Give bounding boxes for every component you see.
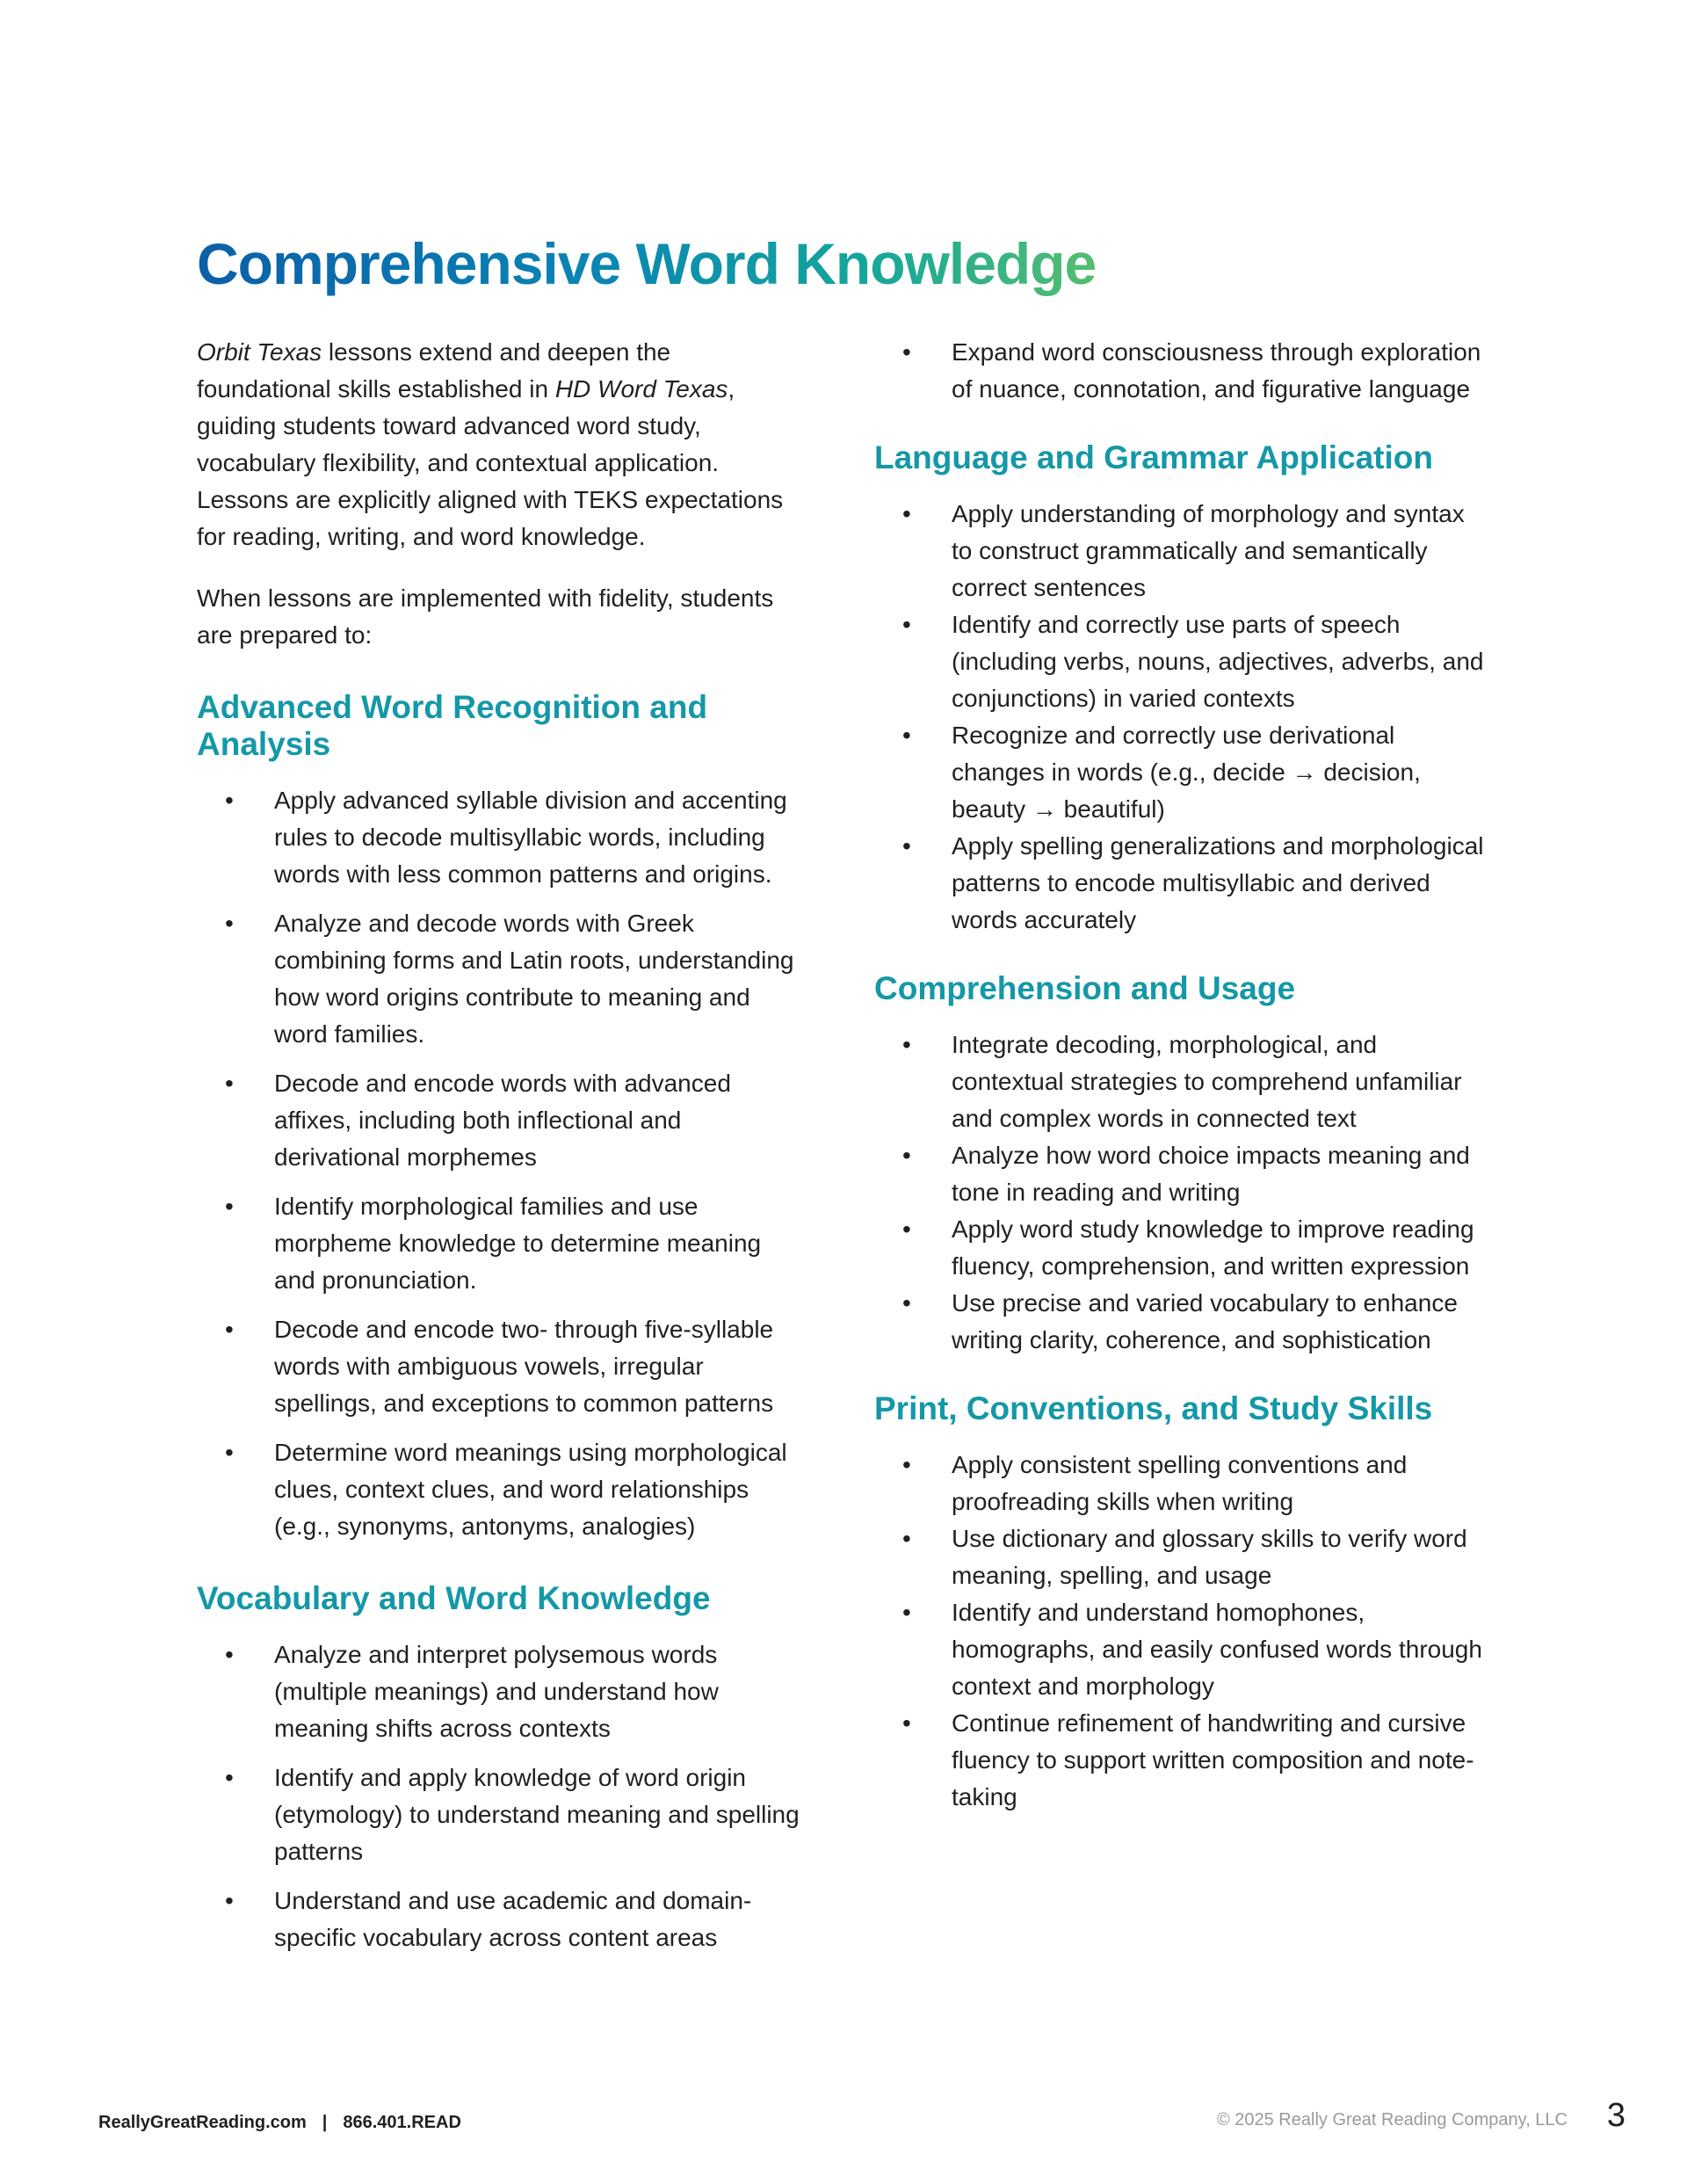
list-item-text: Decode and encode two- through five-syllable words with ambiguous vowels, irregular spellings, and exceptions to common patterns [274, 1316, 774, 1417]
right-column [874, 334, 1489, 1816]
bullet-glyph: • [902, 1289, 911, 1317]
bullet-glyph: • [902, 1709, 911, 1737]
list-item [874, 1285, 1489, 1359]
list-item-text: Apply understanding of morphology and syntax to construct grammatically and semantically correct sentences [952, 500, 1465, 601]
list-print-conventions [874, 1447, 1489, 1816]
list-item-text: Identify and understand homophones, homographs, and easily confused words through context and morphology [952, 1599, 1482, 1700]
list-item-text: Identify and correctly use parts of speech (including verbs, nouns, adjectives, adverbs, and conjunctions) in varied contexts [952, 611, 1484, 712]
footer-copyright: © 2025 Really Great Reading Company, LLC [1216, 2110, 1568, 2130]
bullet-glyph: • [902, 832, 911, 860]
bullet-glyph: • [902, 1599, 911, 1626]
bullet-glyph: • [902, 611, 911, 638]
bullet-glyph: • [225, 1193, 234, 1220]
intro-text-a: lessons extend and deepen the foundational skills established in [197, 338, 671, 403]
list-item-text: Decode and encode words with advanced affixes, including both inflectional and derivational morphemes [274, 1070, 731, 1171]
list-item [197, 1636, 808, 1747]
bullet-glyph: • [902, 338, 911, 366]
footer-contact [98, 2113, 461, 2133]
page-title: Comprehensive Word Knowledge [197, 231, 1097, 296]
intro-text-b: , guiding students toward advanced word study, vocabulary flexibility, and contextual application. Lessons are explicitly aligned with TEKS expectations for reading, writing, and word knowledge. [197, 375, 784, 550]
bullet-glyph: • [225, 1764, 234, 1791]
list-item [197, 1883, 808, 1956]
footer-phone: 866.401.READ [343, 2113, 461, 2132]
list-item [874, 717, 1489, 828]
list-item-text: Analyze how word choice impacts meaning and tone in reading and writing [952, 1142, 1470, 1206]
list-item [874, 1211, 1489, 1285]
list-item-text: Use precise and varied vocabulary to enhance writing clarity, coherence, and sophistication [952, 1289, 1458, 1353]
list-item [197, 1065, 808, 1176]
bullet-glyph: • [902, 1525, 911, 1552]
heading-advanced-word-recognition: Advanced Word Recognition and Analysis [197, 689, 708, 762]
heading-comprehension-usage: Comprehension and Usage [874, 970, 1296, 1006]
bullet-glyph: • [225, 1641, 234, 1668]
list-item-text: Apply word study knowledge to improve reading fluency, comprehension, and written expression [952, 1215, 1474, 1280]
list-item [197, 782, 808, 893]
list-item [874, 1594, 1489, 1705]
bullet-glyph: • [902, 1031, 911, 1058]
bullet-glyph: • [225, 1070, 234, 1097]
list-vocabulary-continued [874, 334, 1489, 408]
list-item [874, 334, 1489, 408]
intro-paragraph [197, 334, 808, 555]
heading-print-conventions: Print, Conventions, and Study Skills [874, 1390, 1433, 1426]
list-item-text: Understand and use academic and domain-specific vocabulary across content areas [274, 1887, 752, 1951]
list-vocabulary [197, 1636, 808, 1956]
list-item [874, 828, 1489, 939]
list-item-text: Apply consistent spelling conventions and proofreading skills when writing [952, 1451, 1408, 1515]
heading-language-grammar: Language and Grammar Application [874, 439, 1433, 475]
list-item [197, 1434, 808, 1545]
list-item [874, 496, 1489, 606]
page-number: 3 [1606, 2097, 1625, 2134]
list-item-text: Recognize and correctly use derivational changes in words (e.g., decide → decision, beauty → beautiful) [952, 722, 1421, 823]
list-item [874, 606, 1489, 717]
list-item-text: Expand word consciousness through exploration of nuance, connotation, and figurative language [952, 338, 1481, 403]
intro-italic-hdword: HD Word Texas [554, 375, 728, 403]
list-item-text: Analyze and decode words with Greek combining forms and Latin roots, understanding how word origins contribute to meaning and word families. [274, 910, 794, 1048]
intro-lead-in: When lessons are implemented with fidelity, students are prepared to: [197, 584, 774, 649]
bullet-glyph: • [225, 1316, 234, 1343]
heading-vocabulary: Vocabulary and Word Knowledge [197, 1580, 711, 1616]
list-item [874, 1520, 1489, 1594]
list-advanced-word-recognition [197, 782, 808, 1545]
bullet-glyph: • [902, 1451, 911, 1478]
list-item-text: Identify and apply knowledge of word origin (etymology) to understand meaning and spelling patterns [274, 1764, 800, 1865]
bullet-glyph: • [902, 500, 911, 527]
list-item [197, 1188, 808, 1299]
bullet-glyph: • [225, 787, 234, 814]
list-item-text: Continue refinement of handwriting and cursive fluency to support written composition and note-taking [952, 1709, 1474, 1810]
bullet-glyph: • [902, 1215, 911, 1243]
footer-separator: | [322, 2113, 328, 2132]
bullet-glyph: • [902, 1142, 911, 1169]
list-item-text: Integrate decoding, morphological, and contextual strategies to comprehend unfamiliar and complex words in connected text [952, 1031, 1462, 1132]
list-item-text: Analyze and interpret polysemous words (multiple meanings) and understand how meaning shifts across contexts [274, 1641, 719, 1742]
list-item-text: Identify morphological families and use morpheme knowledge to determine meaning and pronunciation. [274, 1193, 762, 1294]
intro-italic-orbit: Orbit Texas [197, 338, 322, 366]
bullet-glyph: • [225, 910, 234, 937]
list-item-text: Determine word meanings using morphological clues, context clues, and word relationships (e.g., synonyms, antonyms, analogies) [274, 1439, 787, 1540]
footer-website-link[interactable]: ReallyGreatReading.com [98, 2113, 307, 2132]
bullet-glyph: • [225, 1439, 234, 1466]
list-item [197, 1311, 808, 1422]
list-item-text: Apply spelling generalizations and morphological patterns to encode multisyllabic and derived words accurately [952, 832, 1484, 933]
bullet-glyph: • [902, 722, 911, 749]
list-item [874, 1137, 1489, 1211]
list-language-grammar [874, 496, 1489, 939]
list-comprehension-usage [874, 1027, 1489, 1359]
list-item-text: Apply advanced syllable division and accenting rules to decode multisyllabic words, including words with less common patterns and origins. [274, 787, 787, 888]
list-item [874, 1027, 1489, 1137]
list-item [197, 905, 808, 1053]
list-item [197, 1760, 808, 1870]
list-item [874, 1705, 1489, 1816]
left-column [197, 334, 808, 1969]
list-item-text: Use dictionary and glossary skills to verify word meaning, spelling, and usage [952, 1525, 1467, 1589]
bullet-glyph: • [225, 1887, 234, 1914]
list-item [874, 1447, 1489, 1520]
